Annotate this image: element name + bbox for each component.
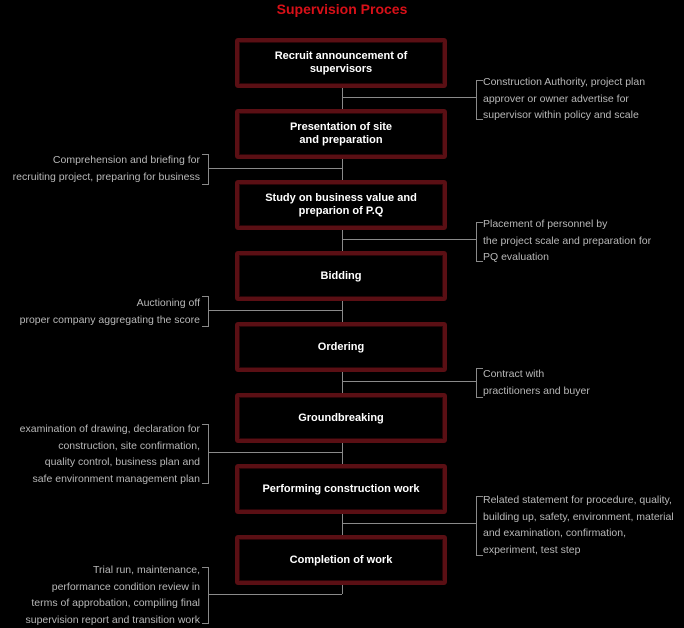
note-leader	[342, 239, 476, 240]
step-box-ordering: Ordering	[235, 322, 447, 372]
note-study: Placement of personnel by the project scale and preparation for PQ evaluation	[483, 218, 652, 263]
note-groundbreaking: examination of drawing, declaration for construction, site confirmation, quality control, business plan and safe environment management plan	[19, 423, 200, 485]
note-ordering: Contract with practitioners and buyer	[483, 368, 590, 397]
note-bracket	[202, 567, 209, 624]
note-bracket	[476, 222, 483, 262]
note-presentation: Comprehension and briefing for recruiting project, preparing for business	[12, 154, 200, 183]
diagram-title: Supervision Proces	[276, 1, 408, 17]
note-leader	[208, 310, 342, 311]
note-leader	[342, 381, 476, 382]
step-box-bidding: Bidding	[235, 251, 447, 301]
step-box-completion: Completion of work	[235, 535, 447, 585]
note-construction: Related statement for procedure, quality, building up, safety, environment, material and examination, confirmation, experiment, test step	[483, 494, 674, 556]
note-bracket	[476, 368, 483, 398]
note-bracket	[202, 154, 209, 185]
note-bracket	[476, 496, 483, 556]
step-box-recruit: Recruit announcement of supervisors	[235, 38, 447, 88]
step-box-construction: Performing construction work	[235, 464, 447, 514]
connector-line	[342, 87, 343, 109]
connector-line	[342, 371, 343, 393]
step-box-groundbreaking: Groundbreaking	[235, 393, 447, 443]
connector-line	[342, 513, 343, 535]
note-bracket	[476, 80, 483, 120]
connector-line	[342, 442, 343, 464]
note-bidding: Auctioning off proper company aggregating the score	[19, 297, 200, 326]
step-box-presentation: Presentation of site and preparation	[235, 109, 447, 159]
connector-line	[342, 300, 343, 322]
step-box-study: Study on business value and preparion of P.Q	[235, 180, 447, 230]
connector-line	[342, 229, 343, 251]
note-completion: Trial run, maintenance, performance condition review in terms of approbation, compiling final supervision report and transition work	[25, 564, 200, 626]
connector-line	[342, 158, 343, 180]
note-leader	[342, 523, 476, 524]
note-leader	[208, 594, 342, 595]
note-leader	[208, 452, 342, 453]
note-leader	[342, 97, 476, 98]
note-bracket	[202, 296, 209, 327]
note-leader	[208, 168, 342, 169]
note-bracket	[202, 424, 209, 484]
note-recruit: Construction Authority, project plan approver or owner advertise for supervisor within policy and scale	[483, 76, 646, 121]
connector-line	[342, 584, 343, 594]
